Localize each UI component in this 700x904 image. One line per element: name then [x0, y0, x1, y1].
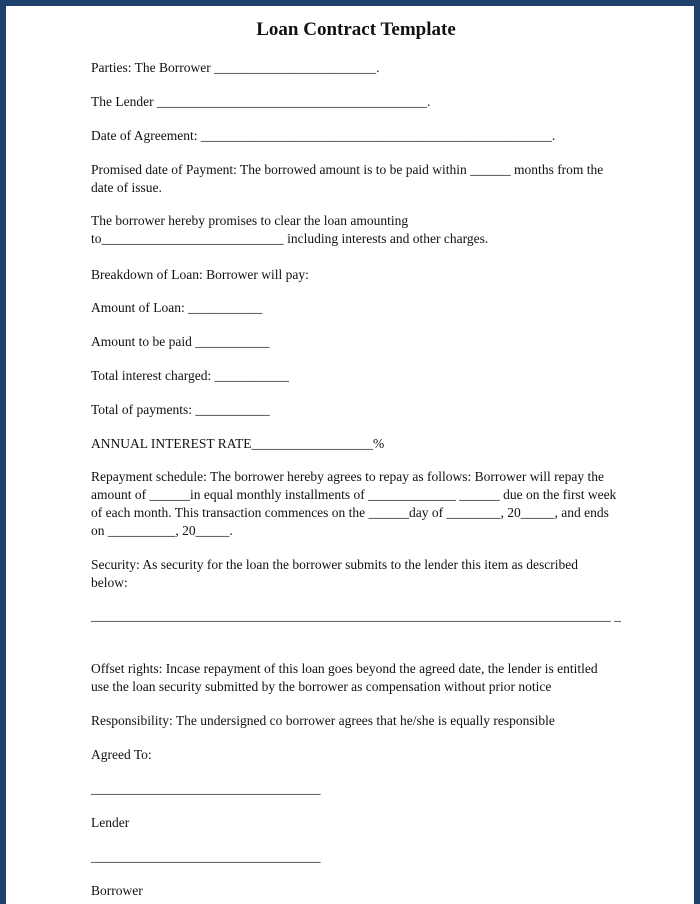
offset-rights-paragraph: Offset rights: Incase repayment of this loan goes beyond the agreed date, the lender is entitled use the loan security submitted by the borrower as compensation without prior notice — [91, 661, 601, 694]
borrower-signature-line: __________________________________ — [91, 849, 321, 864]
repayment-schedule-paragraph: Repayment schedule: The borrower hereby agrees to repay as follows: Borrower will repay the amount of ______in equal monthly installments of _____________ ______ due on the first week of each month. This transaction commences on the ______day of ________, 20_____, and ends on __________, 20_____. — [91, 469, 620, 538]
total-interest-line: Total interest charged: ___________ — [91, 368, 289, 383]
amount-to-be-paid-line: Amount to be paid ___________ — [91, 334, 270, 349]
security-paragraph: Security: As security for the loan the borrower submits to the lender this item as described below: — [91, 557, 582, 590]
date-of-agreement-line: Date of Agreement: ____________________________________________________. — [91, 128, 556, 143]
lender-label: Lender — [91, 815, 130, 830]
amount-of-loan-line: Amount of Loan: ___________ — [91, 300, 263, 315]
breakdown-heading: Breakdown of Loan: Borrower will pay: — [91, 267, 309, 282]
responsibility-paragraph: Responsibility: The undersigned co borrower agrees that he/she is equally responsible — [91, 713, 555, 728]
annual-interest-rate-line: ANNUAL INTEREST RATE__________________% — [91, 436, 385, 451]
parties-line: Parties: The Borrower ________________________. — [91, 60, 380, 75]
total-payments-line: Total of payments: ___________ — [91, 402, 270, 417]
agreed-to-label: Agreed To: — [91, 747, 152, 762]
security-description-blank: _____________________________________________________________________________ _ — [91, 608, 621, 623]
clear-loan-paragraph: The borrower hereby promises to clear the loan amounting to___________________________ including interests and other charges. — [91, 213, 489, 246]
promised-date-paragraph: Promised date of Payment: The borrowed amount is to be paid within ______ months from the date of issue. — [91, 162, 607, 195]
lender-line: The Lender ________________________________________. — [91, 94, 431, 109]
lender-signature-line: __________________________________ — [91, 781, 321, 796]
document-title: Loan Contract Template — [256, 19, 456, 40]
borrower-label: Borrower — [91, 883, 143, 898]
